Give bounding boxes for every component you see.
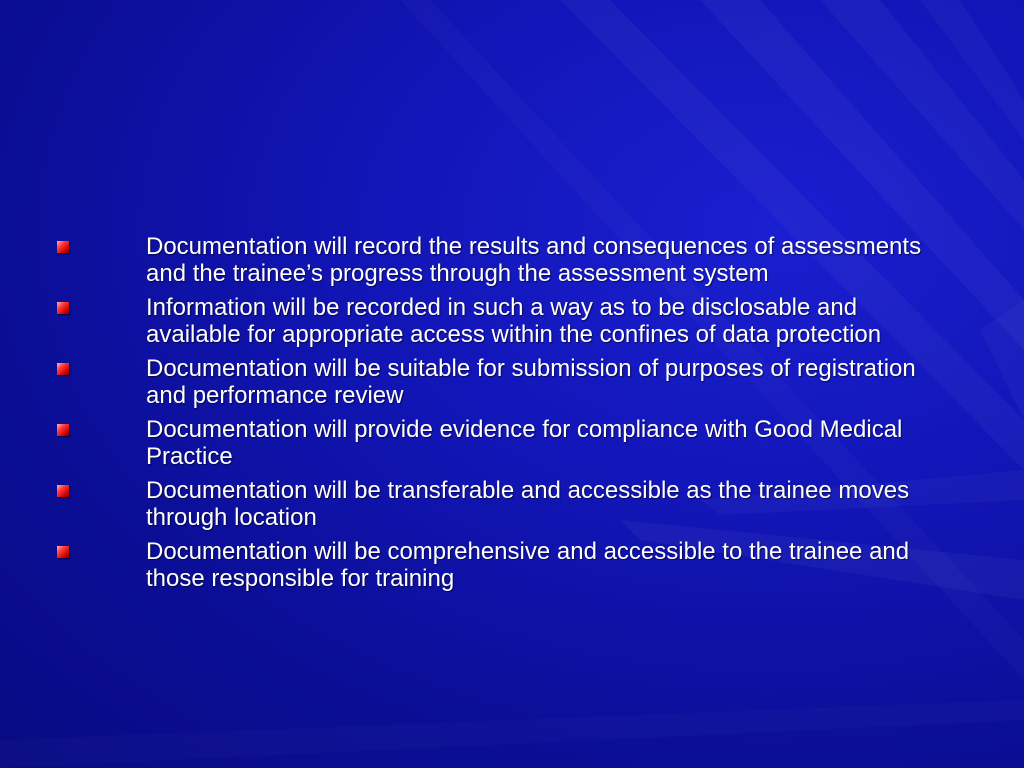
list-item xyxy=(55,233,955,287)
bullet-text: Documentation will record the results and consequences of assessments and the trainee’s progress through the assessment system xyxy=(146,233,922,287)
bullet-text: Documentation will provide evidence for compliance with Good Medical Practice xyxy=(146,416,903,470)
square-bullet-icon xyxy=(57,546,69,558)
list-item xyxy=(55,477,955,531)
square-bullet-icon xyxy=(57,485,69,497)
square-bullet-icon xyxy=(57,241,69,253)
list-item xyxy=(55,294,955,348)
list-item xyxy=(55,538,955,592)
list-item xyxy=(55,416,955,470)
square-bullet-icon xyxy=(57,424,69,436)
list-item xyxy=(55,355,955,409)
bullet-text: Documentation will be comprehensive and accessible to the trainee and those responsible for training xyxy=(146,538,910,592)
bullet-list xyxy=(55,233,955,599)
square-bullet-icon xyxy=(57,302,69,314)
bullet-text: Documentation will be transferable and accessible as the trainee moves through location xyxy=(146,477,910,531)
bullet-text: Information will be recorded in such a way as to be disclosable and available for appropriate access within the confines of data protection xyxy=(146,294,882,348)
bullet-text: Documentation will be suitable for submission of purposes of registration and performance review xyxy=(146,355,916,409)
square-bullet-icon xyxy=(57,363,69,375)
